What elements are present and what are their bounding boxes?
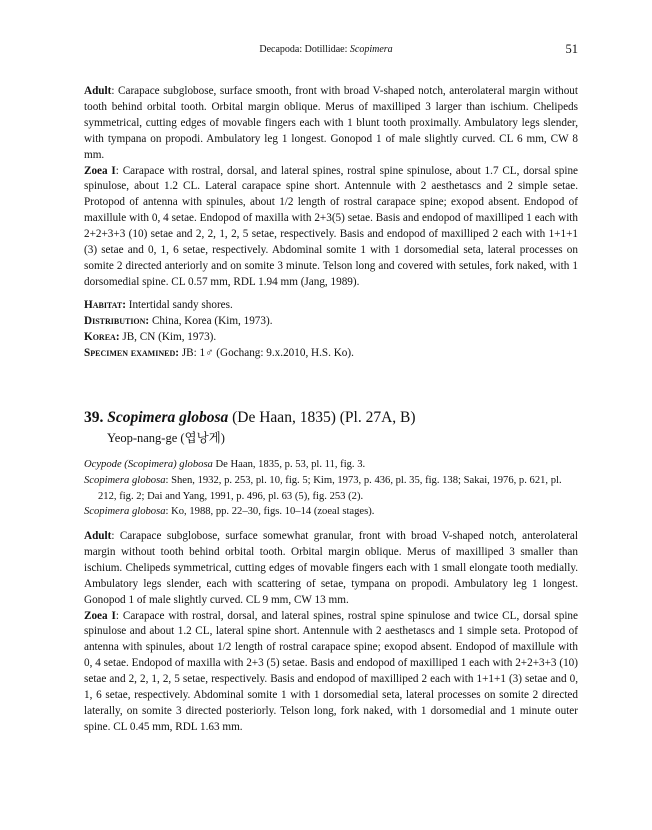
page-number: 51 xyxy=(565,42,578,56)
synonym-citation: : Ko, 1988, pp. 22–30, figs. 10–14 (zoeal stages). xyxy=(165,506,375,518)
habitat-text: Intertidal sandy shores. xyxy=(125,299,233,311)
adult-paragraph xyxy=(84,84,578,164)
distribution-text: China, Korea (Kim, 1973). xyxy=(149,314,273,327)
running-head-genus: Scopimera xyxy=(349,44,393,55)
korea-label: Korea: xyxy=(84,330,120,343)
adult-paragraph xyxy=(84,529,578,609)
zoea-paragraph xyxy=(84,609,578,736)
species-number: 39. xyxy=(84,409,104,426)
zoea-text: : Carapace with rostral, dorsal, and lateral spines, rostral spine spinulose, about 1.7 CL, dorsal spine spinulose, about 1.2 CL. Lateral carapace spine short. Antennule with 2 aesthetascs and 2 simple setae. Protopod of antenna with spinules, about 1/2 length of rostral carapace spine; exopod absent. Endopod of maxillule with 0, 4 setae. Endopod of maxilla with 2+3(5) setae. Basis and endopod of maxilliped 1 each with 2+2+3+3 (10) setae and 2, 2, 1, 2, 5 setae, respectively. Basis and endopod of maxilliped 2 each with 1+1+1 (3) setae and 0, 1, 6 setae, respectively. Abdominal somite 1 with 1 dorsomedial seta, lateral processes on somite 2 directed anteriorly and on somite 3 minute. Telson long and covered with setules, fork naked, with 1 dorsomedial spine. CL 0.57 mm, RDL 1.94 mm (Jang, 1989). xyxy=(84,164,578,288)
synonym-citation: De Haan, 1835, p. 53, pl. 11, fig. 3. xyxy=(212,459,366,470)
synonym-citation: : Shen, 1932, p. 253, pl. 10, fig. 5; Kim, 1973, p. 436, pl. 35, fig. 138; Sakai, 1976, p. 621, pl. 212, fig. 2; Dai and Yang, 1991, p. 496, pl. 63 (5), fig. 253 (2). xyxy=(98,474,562,502)
synonym-name: Scopimera globosa xyxy=(84,474,166,486)
species-authority: (De Haan, 1835) (Pl. 27A, B) xyxy=(228,409,416,426)
species-heading xyxy=(84,408,578,428)
synonym-name: Scopimera globosa xyxy=(84,506,166,518)
zoea-text: : Carapace with rostral, dorsal, and lateral spines, rostral spine spinulose and twice CL, dorsal spine spinulose and about 1.2 CL, lateral spine short. Antennule with 2 aesthetascs and 1 simple seta. Protopod of antenna with spinules, about 1/2 length of rostral carapace spine; exopod absent. Endopod of maxillule with 0, 4 setae. Endopod of maxilla with 2+3 (5) setae. Basis and endopod of maxilliped 1 each with 2+2+3+3 (10) setae and 2, 2, 1, 2, 5 setae, respectively. Basis and endopod of maxilliped 2 each with 1+1+1 (3) setae and 0, 1, 6 setae, respectively. Abdominal somite 1 with 1 dorsomedial seta, lateral processes on somite 2 directed laterally, on somite 3 directed posteriorly. Telson long, fork naked, with 1 dorsomedial and 1 minute outer spine. CL 0.45 mm, RDL 1.63 mm. xyxy=(84,609,578,733)
running-head xyxy=(84,44,568,56)
adult-text: : Carapace subglobose, surface somewhat granular, front with broad V-shaped notch, anterolateral margin without tooth behind orbital tooth. Orbital margin oblique. Merus of maxilliped 3 smaller than ischium. Chelipeds symmetrical, cutting edges of movable fingers each with 1 small elongate tooth medially. Ambulatory legs slender, each with scattering of setae, tympana on propodi. Ambulatory leg 1 longest. Gonopod 1 of male slightly curved. CL 9 mm, CW 13 mm. xyxy=(84,530,578,606)
specimen-metadata xyxy=(84,298,578,362)
adult-label: Adult xyxy=(84,85,112,97)
specimen-text: JB: 1♂ (Gochang: 9.x.2010, H.S. Ko). xyxy=(178,346,354,359)
zoea-paragraph xyxy=(84,164,578,291)
species-name: Scopimera globosa xyxy=(107,409,229,426)
synonym-name: Ocypode (Scopimera) globosa xyxy=(84,459,213,470)
habitat-line xyxy=(84,298,578,314)
synonym-entry xyxy=(84,473,578,505)
distribution-line xyxy=(84,314,578,330)
synonymy-list xyxy=(84,457,578,520)
synonym-entry xyxy=(84,457,578,473)
korean-common-name: Yeop-nang-ge (엽낭게) xyxy=(107,431,225,445)
specimen-line xyxy=(84,346,578,362)
running-head-prefix: Decapoda: Dotillidae: xyxy=(259,44,350,55)
korea-text: JB, CN (Kim, 1973). xyxy=(119,330,217,343)
habitat-label: Habitat: xyxy=(84,299,126,311)
korea-line xyxy=(84,330,578,346)
synonym-entry xyxy=(84,504,578,520)
zoea-label: Zoea I xyxy=(84,609,116,622)
globosa-description xyxy=(84,529,578,736)
specimen-label: Specimen examined: xyxy=(84,346,179,359)
previous-species-description xyxy=(84,84,578,291)
zoea-label: Zoea I xyxy=(84,164,116,177)
adult-label: Adult xyxy=(84,530,112,542)
adult-text: : Carapace subglobose, surface smooth, front with broad V-shaped notch, anterolateral margin without tooth behind orbital tooth. Orbital margin oblique. Merus of maxilliped 3 larger than ischium. Chelipeds symmetrical, cutting edges of movable fingers each with 1 blunt tooth proximally. Ambulatory legs slender, with tympana on propodi. Ambulatory leg 1 longest. Gonopod 1 of male slightly curved. CL 6 mm, CW 8 mm. xyxy=(84,85,578,161)
distribution-label: Distribution: xyxy=(84,314,150,327)
